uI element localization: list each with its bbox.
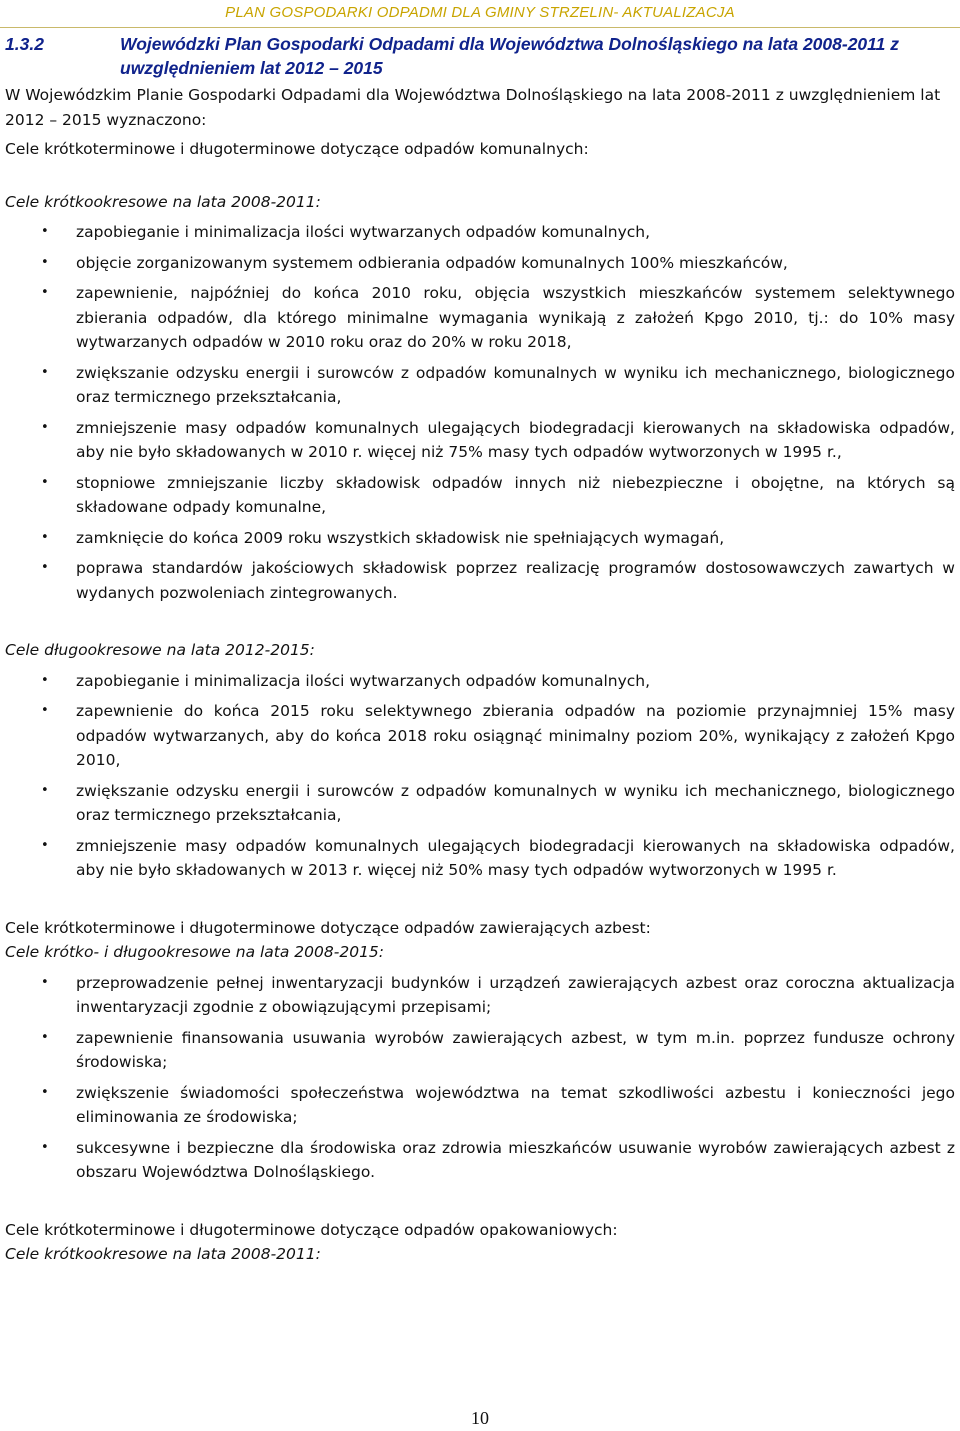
list-item: • zapewnienie do końca 2015 roku selektywnego zbierania odpadów na poziomie przynajmniej 15% masy odpadów wytwarzanych, aby do końca 2018 roku osiągnąć minimalny poziom 20%, wynikający z założeń Kpgo 2010, [5,699,955,773]
list-item: • zwiększanie odzysku energii i surowców z odpadów komunalnych w wyniku ich mechanicznego, biologicznego oraz termicznego przekształcania, [5,779,955,828]
asbestos-subheading: Cele krótko- i długookresowe na lata 2008-2015: [5,943,385,961]
list-item: • sukcesywne i bezpieczne dla środowiska oraz zdrowia mieszkańców usuwanie wyrobów zawierających azbest z obszaru Województwa Dolnośląskiego. [5,1136,955,1185]
list-item: • zwiększenie świadomości społeczeństwa województwa na temat szkodliwości azbestu i konieczności jego eliminowania ze środowiska; [5,1081,955,1130]
list-item: • zapewnienie finansowania usuwania wyrobów zawierających azbest, w tym m.in. poprzez fundusze ochrony środowiska; [5,1026,955,1075]
list-item: • zapewnienie, najpóźniej do końca 2010 roku, objęcia wszystkich mieszkańców systemem selektywnego zbierania odpadów, dla którego minimalne wymagania wynikają z założeń Kpgo 2010, tj.: do 10% masy wytwarzanych odpadów w 2010 roku oraz do 20% w roku 2018, [5,281,955,355]
municipal-long-term-heading: Cele długookresowe na lata 2012-2015: [5,641,315,659]
intro-paragraph: W Wojewódzkim Planie Gospodarki Odpadami dla Województwa Dolnośląskiego na lata 2008-2011 z uwzględnieniem lat 2012 – 2015 wyznaczono: [5,86,941,129]
list-item: • stopniowe zmniejszanie liczby składowisk odpadów innych niż niebezpieczne i obojętne, na których są składowane odpady komunalne, [5,471,955,520]
municipal-long-term-list [5,669,955,883]
section-heading [5,32,955,80]
packaging-heading: Cele krótkoterminowe i długoterminowe dotyczące odpadów opakowaniowych: [5,1220,618,1239]
header-rule [0,27,960,28]
list-item: • poprawa standardów jakościowych składowisk poprzez realizację programów dostosowawczych zawartych w wydanych pozwoleniach zintegrowanych. [5,556,955,605]
asbestos-heading: Cele krótkoterminowe i długoterminowe dotyczące odpadów zawierających azbest: [5,918,651,937]
list-item: • zmniejszenie masy odpadów komunalnych ulegających biodegradacji kierowanych na składowiska odpadów, aby nie było składowanych w 2010 r. więcej niż 75% masy tych odpadów wytworzonych w 1995 r., [5,416,955,465]
list-item: • przeprowadzenie pełnej inwentaryzacji budynków i urządzeń zawierających azbest oraz coroczna aktualizacja inwentaryzacji zgodnie z obowiązującymi przepisami; [5,971,955,1020]
list-item: • zwiększanie odzysku energii i surowców z odpadów komunalnych w wyniku ich mechanicznego, biologicznego oraz termicznego przekształcania, [5,361,955,410]
list-item: • objęcie zorganizowanym systemem odbierania odpadów komunalnych 100% mieszkańców, [5,251,955,276]
running-header: PLAN GOSPODARKI ODPADMI DLA GMINY STRZELIN- AKTUALIZACJA [225,4,735,21]
municipal-short-term-list [5,220,955,605]
document-body [5,32,955,1267]
list-item: • zmniejszenie masy odpadów komunalnych ulegających biodegradacji kierowanych na składowiska odpadów, aby nie było składowanych w 2013 r. więcej niż 50% masy tych odpadów wytworzonych w 1995 r. [5,834,955,883]
municipal-heading: Cele krótkoterminowe i długoterminowe dotyczące odpadów komunalnych: [5,140,589,158]
page-number: 10 [471,1408,489,1428]
packaging-subheading: Cele krótkookresowe na lata 2008-2011: [5,1245,321,1263]
section-number: 1.3.2 [5,34,44,54]
municipal-short-term-heading: Cele krótkookresowe na lata 2008-2011: [5,192,321,211]
list-item: • zapobieganie i minimalizacja ilości wytwarzanych odpadów komunalnych, [5,220,955,245]
list-item: • zamknięcie do końca 2009 roku wszystkich składowisk nie spełniających wymagań, [5,526,955,551]
section-title: Wojewódzki Plan Gospodarki Odpadami dla Województwa Dolnośląskiego na lata 2008-2011 z uwzględnieniem lat 2012 – 2015 [120,34,899,78]
list-item: • zapobieganie i minimalizacja ilości wytwarzanych odpadów komunalnych, [5,669,955,694]
asbestos-list [5,971,955,1185]
